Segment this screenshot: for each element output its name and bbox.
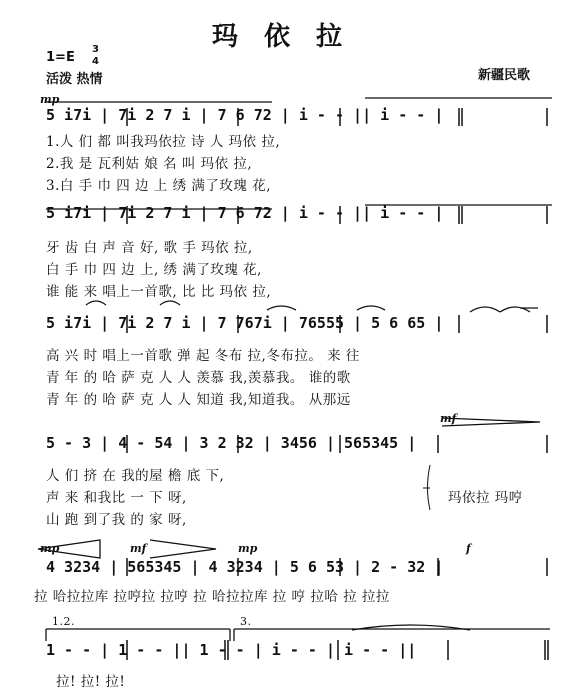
volta-3: 3. — [240, 615, 252, 628]
notation-system-6: 1 - - | 1 - - || 1 - - | i - - | i - - || — [46, 641, 417, 659]
lyric-line: 声 来 和我比 一 下 呀, — [46, 490, 187, 506]
song-title: 玛依拉 — [211, 22, 368, 52]
refrain-label: 玛依拉 玛哼 — [448, 490, 523, 506]
notation-system-3: 5 i7i | 7i 2 7 i | 7 767i | 76555 | 5 6 65 | — [46, 314, 444, 332]
lyric-line: 拉 哈拉拉库 拉哼拉 拉哼 拉 哈拉拉库 拉 哼 拉哈 拉 拉拉 — [34, 589, 390, 605]
lyric-line: 3.白 手 巾 四 边 上 绣 满了玫瑰 花, — [46, 178, 272, 194]
lyric-line: 2.我 是 瓦利姑 娘 名 叫 玛依 拉, — [46, 156, 253, 172]
notation-system-5: 4 3234 | 565345 | 4 3234 | 5 6 53 | 2 - 32 | — [46, 558, 444, 576]
lyric-line: 牙 齿 白 声 音 好, 歌 手 玛依 拉, — [46, 240, 253, 256]
time-signature-top: 3 — [92, 44, 99, 55]
lyric-line: 山 跑 到了我 的 家 呀, — [46, 512, 187, 528]
key-signature: 1=E — [46, 50, 75, 65]
notation-system-4: 5 - 3 | 4 - 54 | 3 2 32 | 3456 | 565345 | — [46, 434, 417, 452]
tempo-marking: 活泼 热情 — [46, 72, 103, 87]
time-signature-bottom: 4 — [92, 56, 99, 67]
lyric-line: 青 年 的 哈 萨 克 人 人 羡慕 我,羡慕我。 谁的歌 — [46, 370, 351, 386]
lyric-line: 青 年 的 哈 萨 克 人 人 知道 我,知道我。 从那远 — [46, 392, 351, 408]
lyric-line: 人 们 挤 在 我的屋 檐 底 下, — [46, 468, 225, 484]
dynamic-mp-1: mp — [40, 93, 60, 106]
lyric-line: 高 兴 时 唱上一首歌 弹 起 冬布 拉,冬布拉。 来 往 — [46, 348, 360, 364]
dynamic-mf-2: mf — [130, 542, 147, 555]
lyric-line: 1.人 们 都 叫我玛依拉 诗 人 玛依 拉, — [46, 134, 281, 150]
notation-system-2: 5 i7i | 7i 2 7 i | 7 6 72 | i - - || i - - | — [46, 204, 444, 222]
notation-system-1: 5 i7i | 7i 2 7 i | 7 6 72 | i - - || i - - | — [46, 106, 444, 124]
volta-1-2: 1.2. — [52, 615, 75, 628]
dynamic-mp-2: mp — [40, 542, 60, 555]
lyric-line: 谁 能 来 唱上一首歌, 比 比 玛依 拉, — [46, 284, 272, 300]
dynamic-mf-1: mf — [440, 412, 457, 425]
lyric-line: 拉! 拉! 拉! — [56, 674, 126, 690]
dynamic-mp-3: mp — [238, 542, 258, 555]
dynamic-f: f — [466, 542, 471, 555]
lyric-line: 白 手 巾 四 边 上, 绣 满了玫瑰 花, — [46, 262, 262, 278]
source-label: 新疆民歌 — [478, 68, 531, 83]
